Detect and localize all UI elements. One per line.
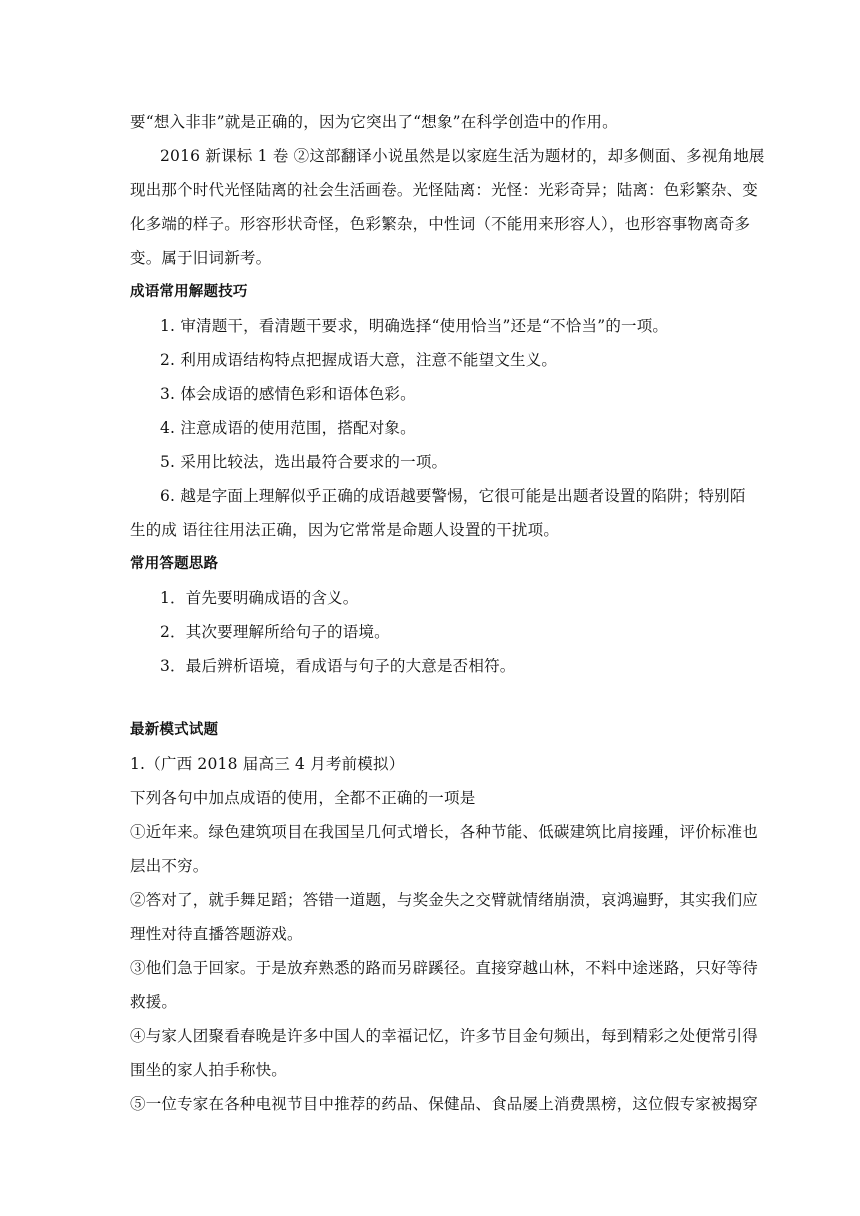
question-option-line: 救援。 bbox=[130, 993, 178, 1011]
list-item: 6. 越是字面上理解似乎正确的成语越要警惕，它很可能是出题者设置的陷阱；特别陌 bbox=[160, 487, 746, 505]
section-heading-mock-questions: 最新模式试题 bbox=[130, 722, 219, 738]
question-option-line: ①近年来。绿色建筑项目在我国呈几何式增长，各种节能、低碳建筑比肩接踵，评价标准也 bbox=[130, 823, 759, 841]
question-option-line: ②答对了，就手舞足蹈；答错一道题，与奖金失之交臂就情绪崩溃，哀鸿遍野，其实我们应 bbox=[130, 891, 759, 909]
list-item: 1. 审清题干，看清题干要求，明确选择“使用恰当”还是“不恰当”的一项。 bbox=[160, 317, 669, 335]
list-item: 2．其次要理解所给句子的语境。 bbox=[160, 623, 390, 641]
question-option-line: 层出不穷。 bbox=[130, 857, 209, 875]
question-option-line: ③他们急于回家。于是放弃熟悉的路而另辟蹊径。直接穿越山林，不料中途迷路，只好等待 bbox=[130, 959, 759, 977]
list-item: 4. 注意成语的使用范围，搭配对象。 bbox=[160, 419, 416, 437]
section-heading-approach: 常用答题思路 bbox=[130, 556, 219, 572]
list-item: 2. 利用成语结构特点把握成语大意，注意不能望文生义。 bbox=[160, 351, 558, 369]
question-option-line: ⑤一位专家在各种电视节目中推荐的药品、保健品、食品屡上消费黑榜，这位假专家被揭穿 bbox=[130, 1095, 759, 1113]
paragraph-line: 2016 新课标 1 卷 ②这部翻译小说虽然是以家庭生活为题材的，却多侧面、多视角地展 bbox=[160, 147, 765, 165]
list-item: 5. 采用比较法，选出最符合要求的一项。 bbox=[160, 453, 448, 471]
section-heading-techniques: 成语常用解题技巧 bbox=[130, 284, 248, 300]
question-prompt: 下列各句中加点成语的使用，全都不正确的一项是 bbox=[130, 789, 476, 807]
list-item: 3. 体会成语的感情色彩和语体色彩。 bbox=[160, 385, 416, 403]
paragraph-line: 变。属于旧词新考。 bbox=[130, 249, 272, 267]
question-option-line: 理性对待直播答题游戏。 bbox=[130, 925, 303, 943]
paragraph-line: 化多端的样子。形容形状奇怪，色彩繁杂，中性词（不能用来形容人），也形容事物离奇多 bbox=[130, 215, 751, 233]
question-option-line: 围坐的家人拍手称快。 bbox=[130, 1061, 288, 1079]
list-item: 1．首先要明确成语的含义。 bbox=[160, 589, 359, 607]
question-option-line: ④与家人团聚看春晚是许多中国人的幸福记忆，许多节目金句频出，每到精彩之处便常引得 bbox=[130, 1027, 759, 1045]
list-item-continuation: 生的成 语往往用法正确，因为它常常是命题人设置的干扰项。 bbox=[130, 521, 560, 539]
paragraph-line: 现出那个时代光怪陆离的社会生活画卷。光怪陆离：光怪：光彩奇异；陆离：色彩繁杂、变 bbox=[130, 181, 759, 199]
list-item: 3．最后辨析语境，看成语与句子的大意是否相符。 bbox=[160, 657, 516, 675]
paragraph-line: 要“想入非非”就是正确的，因为它突出了“想象”在科学创造中的作用。 bbox=[130, 113, 618, 131]
question-source: 1.（广西 2018 届高三 4 月考前模拟） bbox=[130, 755, 405, 773]
